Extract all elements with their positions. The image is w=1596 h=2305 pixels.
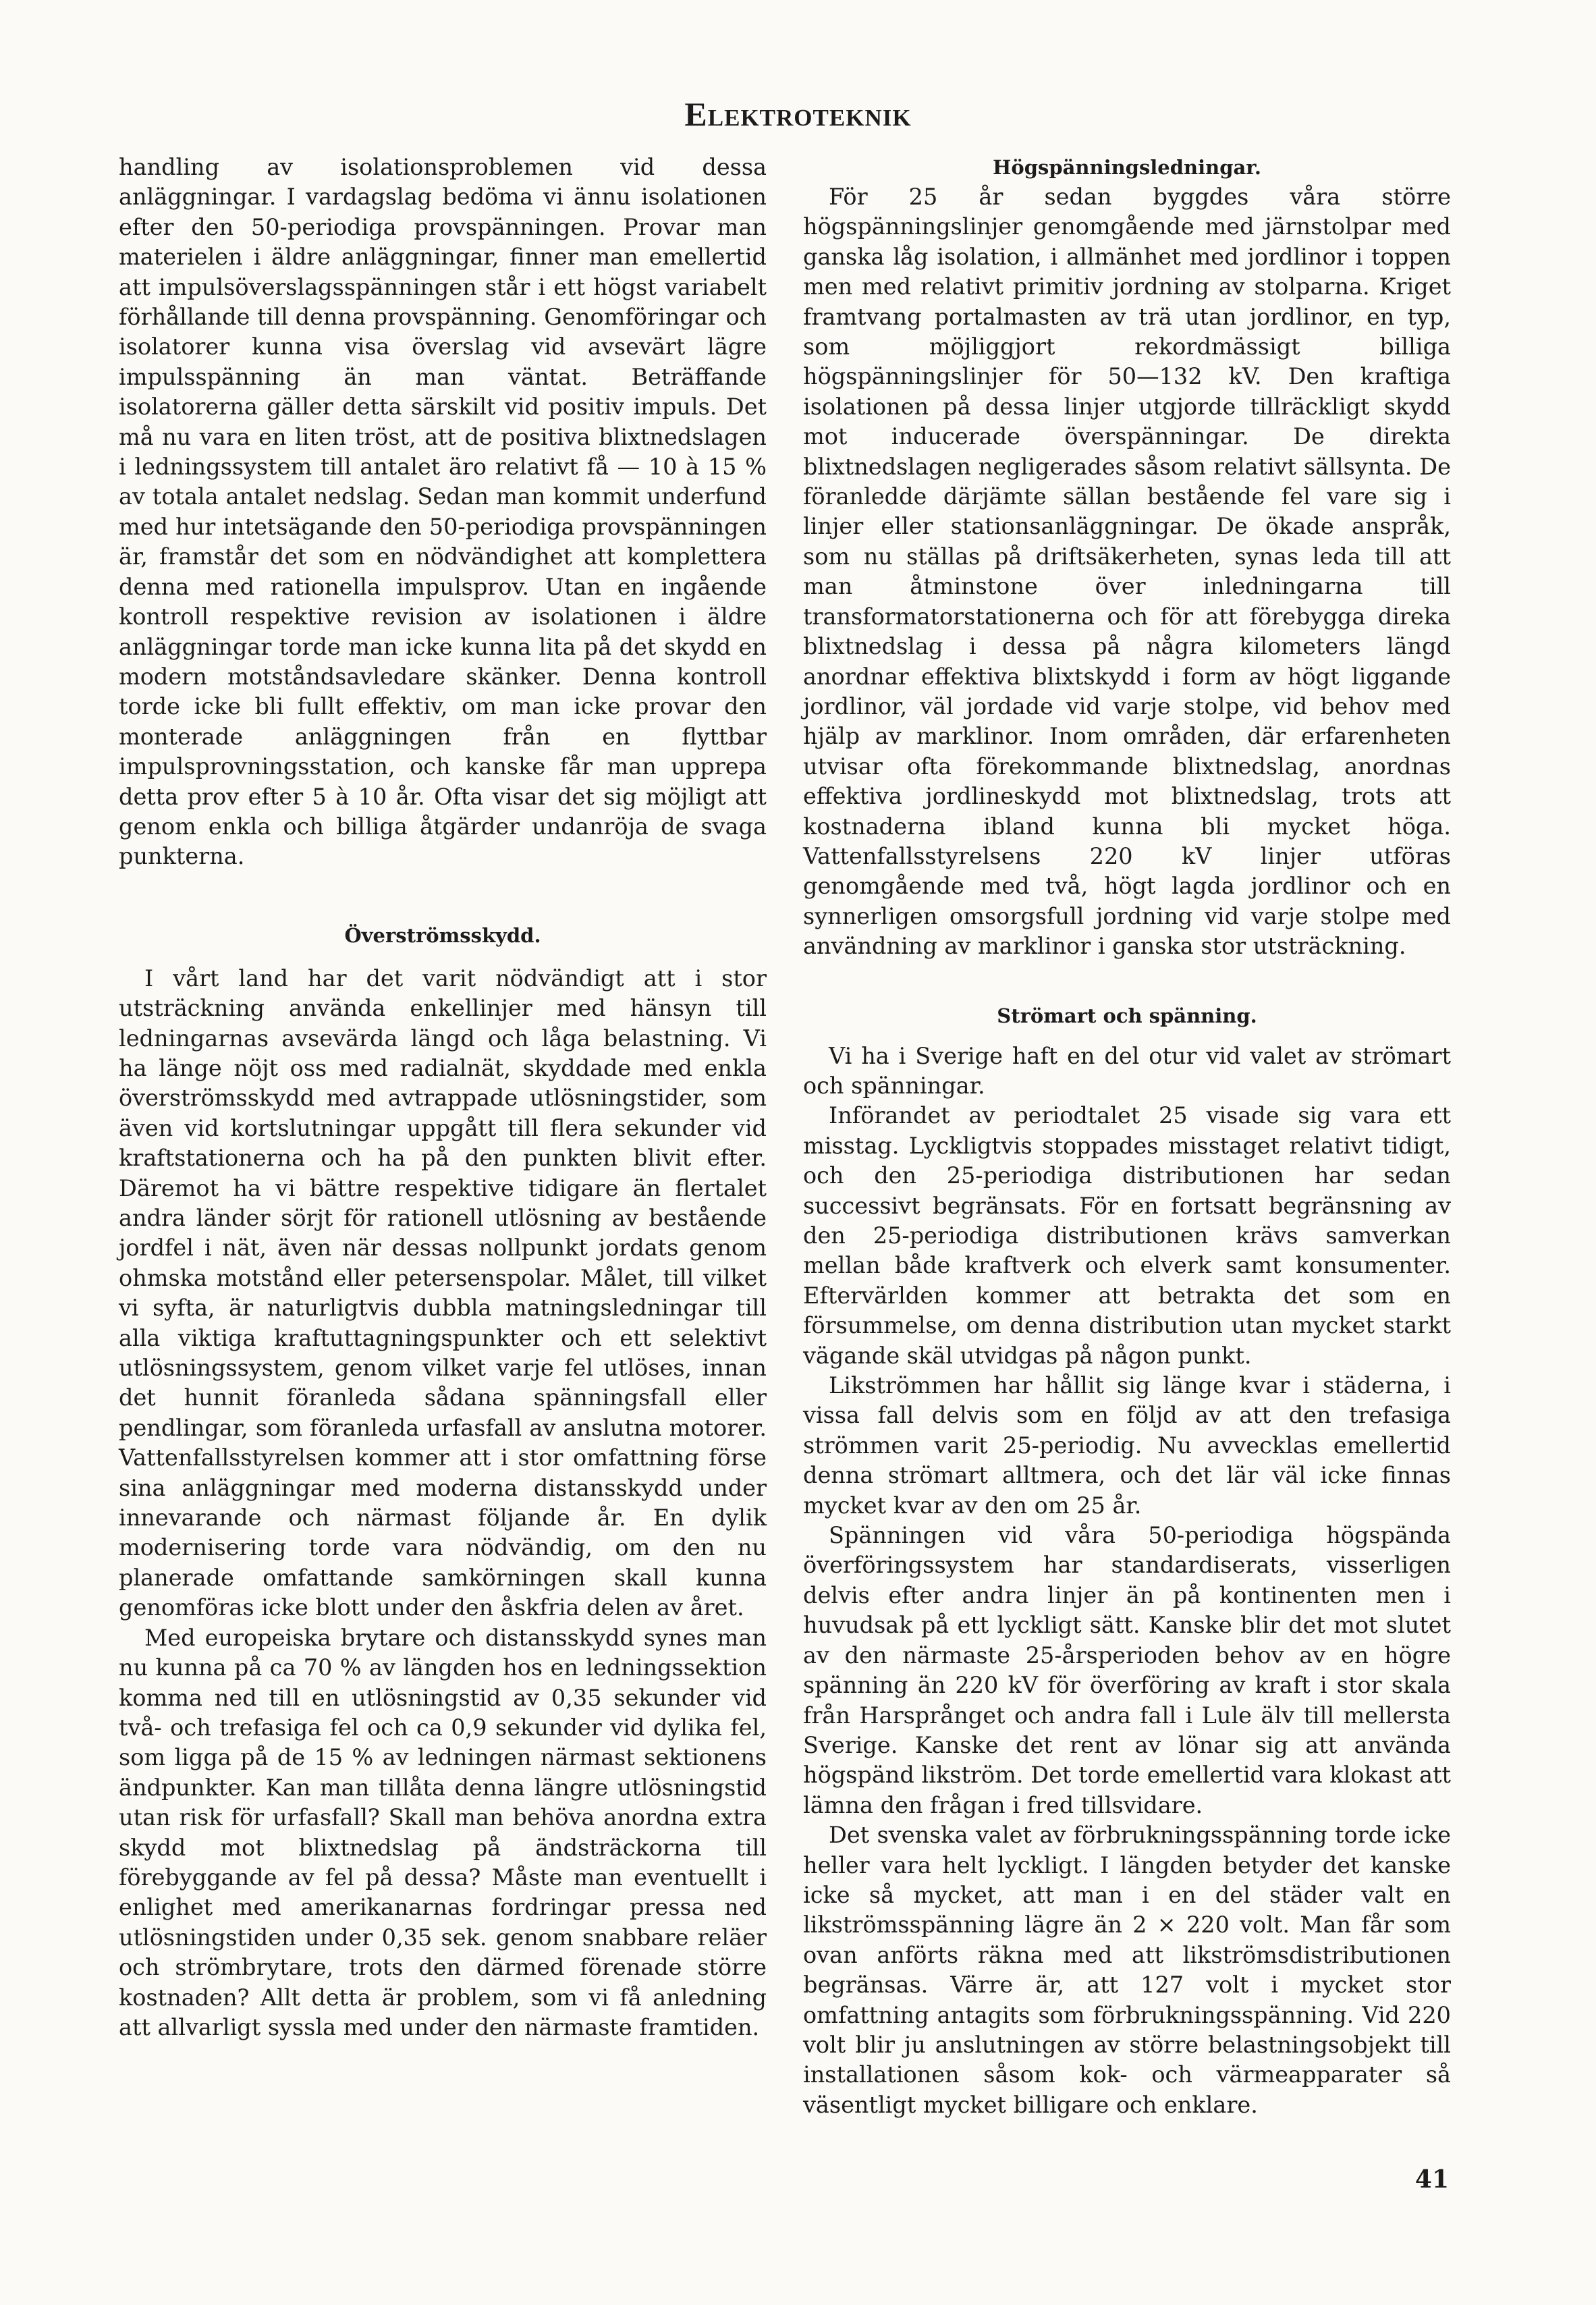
running-header: Elektroteknik — [684, 95, 912, 133]
paragraph: Likströmmen har hållit sig länge kvar i städerna, i vissa fall delvis som en följd av att den trefasiga strömmen varit 25-periodig. Nu avvecklas emellertid denna strömart alltmera, och det lär väl icke finnas mycket kvar av den om 25 år. — [803, 1372, 1451, 1519]
section-heading-hogspanningsledningar: Högspänningsledningar. — [993, 156, 1261, 179]
section-heading-overstromsskydd: Överströmsskydd. — [344, 923, 541, 947]
page-number: 41 — [1414, 2165, 1449, 2194]
right-column — [803, 153, 1451, 2120]
paragraph: Med europeiska brytare och distansskydd synes man nu kunna på ca 70 % av längden hos en ledningssektion komma ned till en utlösningstid av 0,35 sekunder vid två- och trefasiga fel och ca 0,9 sekunder vid dylika fel, som ligga på de 15 % av ledningen närmast sektionens ändpunkter. Kan man tillåta denna längre utlösningstid utan risk för urfasfall? Skall man behöva anordna extra skydd mot blixtnedslag på ändsträckorna till förebyggande av fel på dessa? Måste man eventuellt i enlighet med amerikanarnas fordringar pressa ned utlösningstiden under 0,35 sek. genom snabbare reläer och strömbrytare, trots den därmed förenade större kostnaden? Allt detta är problem, som vi få anledning att allvarligt syssla med under den närmaste framtiden. — [119, 1624, 767, 2040]
paragraph: Det svenska valet av förbrukningsspänning torde icke heller vara helt lyckligt. I längden betyder det kanske icke så mycket, att man i en del städer valt en likströmsspänning lägre än 2 × 220 volt. Man får som ovan anförts räkna med att likströmsdistributionen begränsas. Värre är, att 127 volt i mycket stor omfattning antagits som förbrukningsspänning. Vid 220 volt blir ju anslutningen av större belastningsobjekt till installationen såsom kok- och värmeapparater så väsentligt mycket billigare och enklare. — [803, 1822, 1451, 2118]
paragraph: Införandet av periodtalet 25 visade sig vara ett misstag. Lyckligtvis stoppades misstaget relativt tidigt, och den 25-periodiga distributionen har sedan successivt begränsats. För en fortsatt begränsning av den 25-periodiga distributionen krävs samverkan mellan både kraftverk och elverk samt konsumenter. Eftervärlden kommer att betrakta det som en försummelse, om denna distribution utan mycket starkt vägande skäl utvidgas på någon punkt. — [803, 1102, 1451, 1369]
paragraph: För 25 år sedan byggdes våra större högspänningslinjer genomgående med järnstolpar med ganska låg isolation, i allmänhet med jordlinor i toppen men med relativt primitiv jordning av stolparna. Kriget framtvang portalmasten av trä utan jordlinor, en typ, som möjliggjort rekordmässigt billiga högspänningslinjer för 50—132 kV. Den kraftiga isolationen på dessa linjer utgjorde tillräckligt skydd mot inducerade överspänningar. De direkta blixtnedslagen negligerades såsom relativt sällsynta. De föranledde därjämte sällan bestående fel vare sig i linjer eller stationsanläggningar. De ökade anspråk, som nu ställas på driftsäkerheten, synas leda till att man åtminstone över inledningarna till transformatorstationerna och för att förebygga direka blixtnedslag i dessa på några kilometers längd anordnar effektiva blixtskydd i form av högt liggande jordlinor, väl jordade vid varje stolpe, vid behov med hjälp av marklinor. Inom områden, där erfarenheten utvisar ofta förekommande blixtnedslag, anordnas effektiva jordlineskydd mot blixtnedslag, trots att kostnaderna ibland kunna bli mycket höga. Vattenfallsstyrelsens 220 kV linjer utföras genomgående med två, högt lagda jordlinor och en synnerligen omsorgsfull jordning vid varje stolpe med användning av marklinor i ganska stor utsträckning. — [803, 184, 1451, 960]
left-column — [119, 153, 767, 2042]
paragraph: handling av isolationsproblemen vid dessa anläggningar. I vardagslag bedöma vi ännu isolationen efter den 50-periodiga provspänningen. Provar man materielen i äldre anläggningar, finner man emellertid att impulsöverslagsspänningen står i ett högst variabelt förhållande till denna provspänning. Genomföringar och isolatorer kunna visa överslag vid avsevärt lägre impulsspänning än man väntat. Beträffande isolatorerna gäller detta särskilt vid positiv impuls. Det må nu vara en liten tröst, att de positiva blixtnedslagen i ledningssystem till antalet äro relativt få — 10 à 15 % av totala antalet nedslag. Sedan man kommit underfund med hur intetsägande den 50-periodiga provspänningen är, framstår det som en nödvändighet att komplettera denna med rationella impulsprov. Utan en ingående kontroll respektive revision av isolationen i äldre anläggningar torde man icke kunna lita på det skydd en modern motståndsavledare skänker. Denna kontroll torde icke bli fullt effektiv, om man icke provar den monterade anläggningen från en flyttbar impulsprovningsstation, och kanske får man upprepa detta prov efter 5 à 10 år. Ofta visar det sig möjligt att genom enkla och billiga åtgärder undanröja de svaga punkterna. — [119, 154, 767, 870]
paragraph: Vi ha i Sverige haft en del otur vid valet av strömart och spänningar. — [803, 1042, 1451, 1099]
paragraph: I vårt land har det varit nödvändigt att i stor utsträckning använda enkellinjer med hänsyn till ledningarnas avsevärda längd och låga belastning. Vi ha länge nöjt oss med radialnät, skyddade med enkla överströmsskydd med avtrappade utlösningstider, som även vid kortslutningar uppgått till flera sekunder vid kraftstationerna och ha på den punkten blivit efter. Däremot ha vi bättre respektive tidigare än flertalet andra länder sörjt för rationell utlösning av bestående jordfel i nät, även när dessas nollpunkt jordats genom ohmska motstånd eller petersenspolar. Målet, till vilket vi syfta, är naturligtvis dubbla matningsledningar till alla viktiga kraftuttagningspunkter och ett selektivt utlösningssystem, genom vilket varje fel utlöses, innan det hunnit föranleda sådana spänningsfall eller pendlingar, som föranleda urfasfall av anslutna motorer. Vattenfallsstyrelsen kommer att i stor omfattning förse sina anläggningar med moderna distansskydd under innevarande och närmast följande år. En dylik modernisering torde vara nödvändig, om den nu planerade omfattande samkörningen skall kunna genomföras icke blott under den åskfria delen av året. — [119, 965, 767, 1621]
section-heading-stromart: Strömart och spänning. — [997, 1004, 1257, 1027]
paragraph: Spänningen vid våra 50-periodiga högspända överföringssystem har standardiserats, visserligen delvis efter andra linjer än på kontinenten men i huvudsak på ett lyckligt sätt. Kanske blir det mot slutet av den närmaste 25-årsperioden behov av en högre spänning än 220 kV för överföring av kraft i stor skala från Harsprånget och andra fall i Lule älv till mellersta Sverige. Kanske det rent av lönar sig att använda högspänd likström. Det torde emellertid vara klokast att lämna den frågan i fred tillsvidare. — [803, 1522, 1451, 1818]
